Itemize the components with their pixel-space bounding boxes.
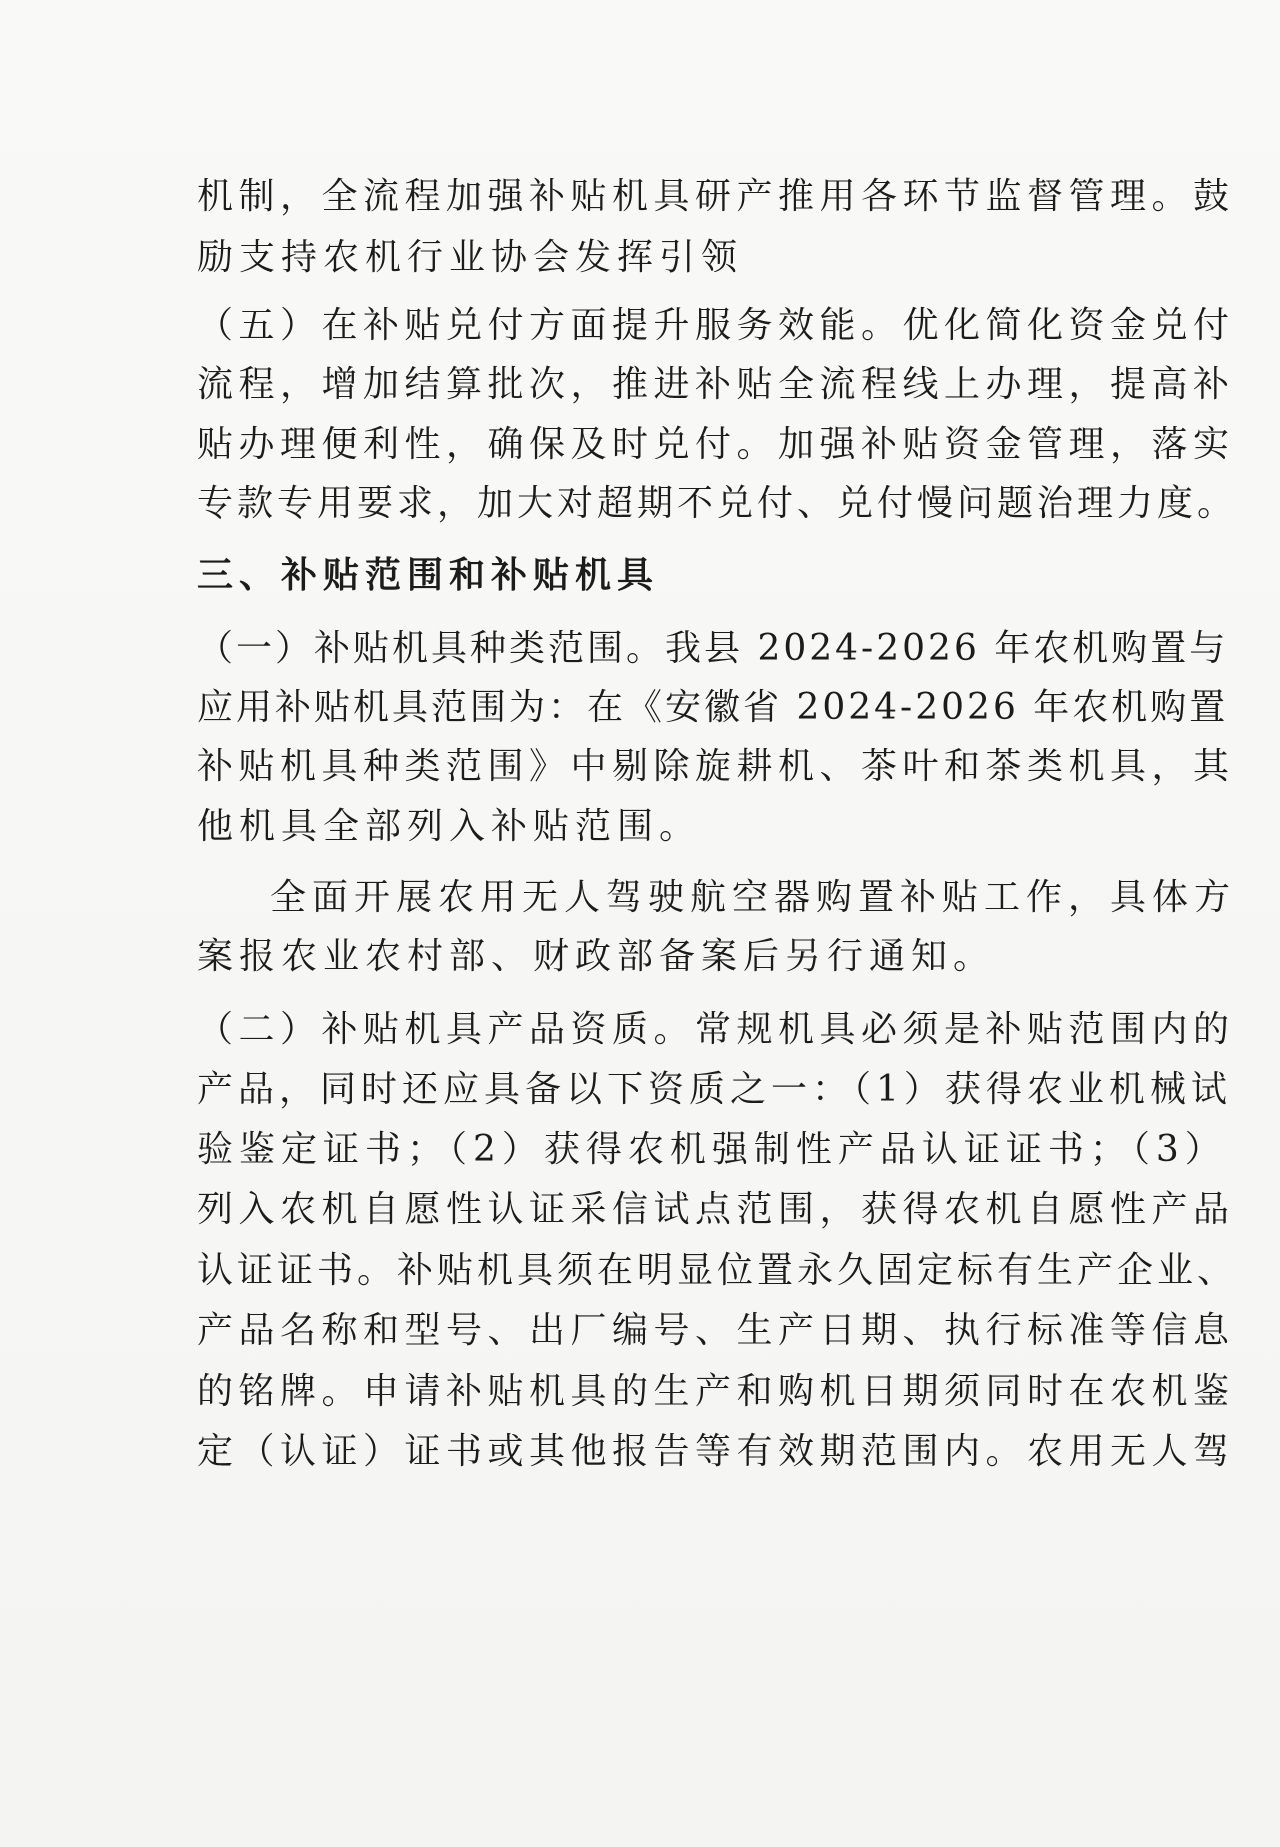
- text-line: 的铭牌。申请补贴机具的生产和购机日期须同时在农机鉴: [197, 1371, 1235, 1412]
- text-line: 全面开展农用无人驾驶航空器购置补贴工作，具体方: [270, 877, 1237, 918]
- text-line: 励支持农机行业协会发挥引领: [197, 237, 744, 278]
- text-line: 定（认证）证书或其他报告等有效期范围内。农用无人驾: [197, 1431, 1235, 1472]
- text-line: 补贴机具种类范围》中剔除旋耕机、茶叶和茶类机具，其: [197, 746, 1235, 787]
- text-line: （一）补贴机具种类范围。我县 2024-2026 年农机购置与: [197, 628, 1229, 669]
- section-heading: 三、补贴范围和补贴机具: [197, 554, 660, 596]
- text-line: 产品名称和型号、出厂编号、生产日期、执行标准等信息: [197, 1310, 1235, 1351]
- text-line: 认证证书。补贴机具须在明显位置永久固定标有生产企业、: [197, 1250, 1238, 1291]
- text-line: 专款专用要求，加大对超期不兑付、兑付慢问题治理力度。: [197, 483, 1238, 524]
- text-line: 列入农机自愿性认证采信试点范围，获得农机自愿性产品: [197, 1189, 1235, 1230]
- text-line: （五）在补贴兑付方面提升服务效能。优化简化资金兑付: [197, 305, 1235, 346]
- text-line: 验鉴定证书；（2）获得农机强制性产品认证证书；（3）: [197, 1129, 1227, 1170]
- text-line: 流程，增加结算批次，推进补贴全流程线上办理，提高补: [197, 364, 1235, 405]
- text-line: 贴办理便利性，确保及时兑付。加强补贴资金管理，落实: [197, 424, 1235, 465]
- text-line: 应用补贴机具范围为：在《安徽省 2024-2026 年农机购置: [197, 687, 1229, 728]
- text-line: 案报农业农村部、财政部备案后另行通知。: [197, 936, 996, 977]
- text-line: （二）补贴机具产品资质。常规机具必须是补贴范围内的: [197, 1009, 1235, 1050]
- text-line: 产品，同时还应具备以下资质之一：（1）获得农业机械试: [197, 1069, 1232, 1110]
- text-line: 机制，全流程加强补贴机具研产推用各环节监督管理。鼓: [197, 176, 1235, 217]
- text-line: 他机具全部列入补贴范围。: [197, 806, 702, 847]
